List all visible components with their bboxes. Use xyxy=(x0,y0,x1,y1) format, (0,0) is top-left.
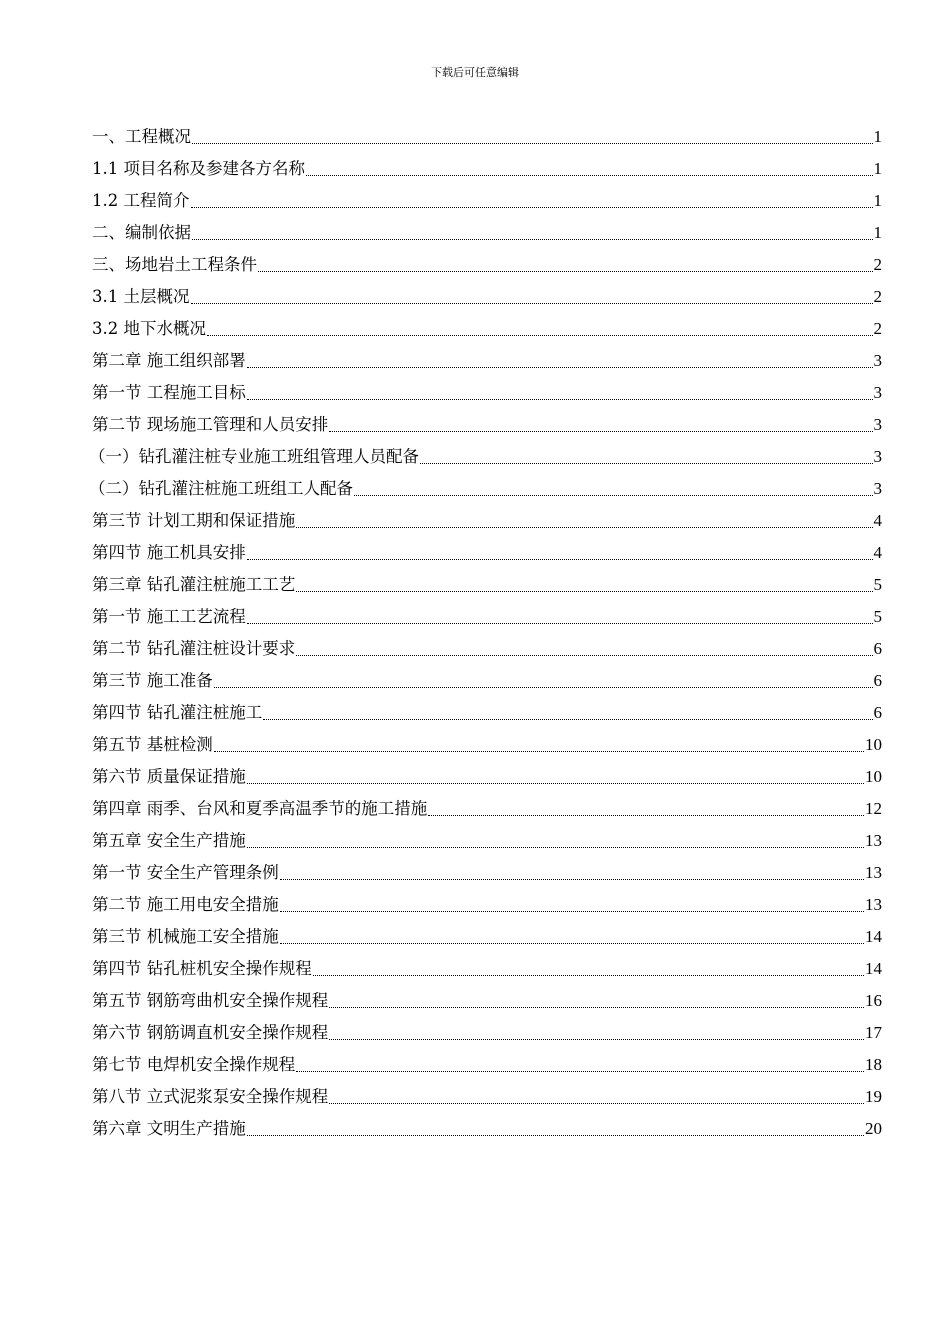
toc-entry[interactable] xyxy=(92,823,882,855)
toc-entry[interactable] xyxy=(92,599,882,631)
toc-entry[interactable] xyxy=(92,951,882,983)
toc-entry-title: （一）钻孔灌注桩专业施工班组管理人员配备 xyxy=(92,443,419,471)
toc-entry-title: 第一节 安全生产管理条例 xyxy=(92,859,279,887)
toc-entry-title: 第二节 钻孔灌注桩设计要求 xyxy=(92,635,295,663)
toc-entry-page-number: 1 xyxy=(873,159,882,178)
toc-entry-title: 第五节 基桩检测 xyxy=(92,731,213,759)
toc-dot-leader xyxy=(247,1135,864,1136)
toc-entry[interactable] xyxy=(92,1111,882,1143)
toc-dot-leader xyxy=(420,463,873,464)
toc-entry-page-number: 14 xyxy=(865,927,882,946)
toc-dot-leader xyxy=(207,335,873,336)
toc-entry[interactable] xyxy=(92,407,882,439)
toc-entry[interactable] xyxy=(92,375,882,407)
toc-dot-leader xyxy=(263,719,872,720)
toc-entry-title: 第六节 钢筋调直机安全操作规程 xyxy=(92,1019,328,1047)
toc-entry-title: 第一节 工程施工目标 xyxy=(92,379,246,407)
toc-entry-page-number: 2 xyxy=(873,319,882,338)
toc-entry-page-number: 5 xyxy=(873,607,882,626)
toc-entry-page-number: 10 xyxy=(865,767,882,786)
toc-dot-leader xyxy=(247,399,873,400)
toc-entry[interactable] xyxy=(92,535,882,567)
toc-entry-page-number: 14 xyxy=(865,959,882,978)
toc-dot-leader xyxy=(280,879,864,880)
toc-entry-title: 第六节 质量保证措施 xyxy=(92,763,246,791)
toc-entry-page-number: 12 xyxy=(865,799,882,818)
toc-entry[interactable] xyxy=(92,151,882,183)
toc-entry[interactable] xyxy=(92,183,882,215)
toc-entry-title: 第七节 电焊机安全操作规程 xyxy=(92,1051,295,1079)
toc-entry[interactable] xyxy=(92,1047,882,1079)
toc-dot-leader xyxy=(214,687,873,688)
toc-entry-page-number: 6 xyxy=(873,703,882,722)
toc-entry-page-number: 1 xyxy=(873,191,882,210)
toc-entry-page-number: 3 xyxy=(873,383,882,402)
toc-entry-title: 第三章 钻孔灌注桩施工工艺 xyxy=(92,571,295,599)
toc-entry-title: 一、工程概况 xyxy=(92,123,191,151)
toc-entry-title: 1.1 项目名称及参建各方名称 xyxy=(92,155,305,183)
toc-entry[interactable] xyxy=(92,503,882,535)
toc-entry-title: 1.2 工程简介 xyxy=(92,187,190,215)
toc-entry-title: 第四章 雨季、台风和夏季高温季节的施工措施 xyxy=(92,795,427,823)
toc-dot-leader xyxy=(329,1103,864,1104)
toc-entry-page-number: 4 xyxy=(873,543,882,562)
toc-entry-page-number: 10 xyxy=(865,735,882,754)
toc-entry[interactable] xyxy=(92,279,882,311)
toc-entry-title: 第四节 钻孔灌注桩施工 xyxy=(92,699,262,727)
toc-entry-title: 第八节 立式泥浆泵安全操作规程 xyxy=(92,1083,328,1111)
toc-entry-title: 第一节 施工工艺流程 xyxy=(92,603,246,631)
toc-entry[interactable] xyxy=(92,727,882,759)
toc-dot-leader xyxy=(296,655,872,656)
toc-dot-leader xyxy=(329,1039,864,1040)
toc-dot-leader xyxy=(296,1071,864,1072)
toc-entry-page-number: 13 xyxy=(865,863,882,882)
toc-entry-title: 3.1 土层概况 xyxy=(92,283,190,311)
toc-entry-page-number: 6 xyxy=(873,639,882,658)
toc-dot-leader xyxy=(313,975,864,976)
toc-entry[interactable] xyxy=(89,439,882,471)
toc-entry-title: （二）钻孔灌注桩施工班组工人配备 xyxy=(92,475,353,503)
toc-dot-leader xyxy=(280,943,864,944)
toc-entry-page-number: 3 xyxy=(873,415,882,434)
toc-dot-leader xyxy=(428,815,864,816)
toc-entry-page-number: 3 xyxy=(873,447,882,466)
toc-entry-title: 第三节 计划工期和保证措施 xyxy=(92,507,295,535)
toc-entry-page-number: 3 xyxy=(873,351,882,370)
toc-entry[interactable] xyxy=(92,1015,882,1047)
toc-entry-title: 第三节 机械施工安全措施 xyxy=(92,923,279,951)
toc-dot-leader xyxy=(191,303,873,304)
toc-entry-title: 第四节 施工机具安排 xyxy=(92,539,246,567)
toc-entry[interactable] xyxy=(92,1079,882,1111)
toc-entry-title: 二、编制依据 xyxy=(92,219,191,247)
toc-dot-leader xyxy=(192,239,873,240)
table-of-contents xyxy=(89,119,882,1143)
toc-entry-page-number: 18 xyxy=(865,1055,882,1074)
toc-entry-page-number: 5 xyxy=(873,575,882,594)
toc-entry-page-number: 13 xyxy=(865,831,882,850)
toc-dot-leader xyxy=(296,591,872,592)
toc-dot-leader xyxy=(329,1007,864,1008)
toc-dot-leader xyxy=(191,207,873,208)
toc-entry[interactable] xyxy=(92,887,882,919)
toc-entry-page-number: 1 xyxy=(873,127,882,146)
toc-entry-page-number: 3 xyxy=(873,479,882,498)
toc-entry[interactable] xyxy=(92,247,882,279)
toc-entry[interactable] xyxy=(92,663,882,695)
toc-dot-leader xyxy=(214,751,864,752)
toc-dot-leader xyxy=(280,911,864,912)
toc-entry-title: 第二节 施工用电安全措施 xyxy=(92,891,279,919)
toc-entry[interactable] xyxy=(92,567,882,599)
toc-entry-page-number: 19 xyxy=(865,1087,882,1106)
toc-entry-page-number: 4 xyxy=(873,511,882,530)
toc-entry[interactable] xyxy=(89,471,882,503)
toc-entry-page-number: 1 xyxy=(873,223,882,242)
toc-dot-leader xyxy=(329,431,872,432)
toc-entry[interactable] xyxy=(92,215,882,247)
toc-entry-title: 第四节 钻孔桩机安全操作规程 xyxy=(92,955,312,983)
toc-dot-leader xyxy=(296,527,872,528)
toc-entry[interactable] xyxy=(92,919,882,951)
toc-entry-title: 第六章 文明生产措施 xyxy=(92,1115,246,1143)
toc-dot-leader xyxy=(354,495,873,496)
toc-entry-page-number: 2 xyxy=(873,255,882,274)
toc-entry-title: 第三节 施工准备 xyxy=(92,667,213,695)
toc-dot-leader xyxy=(247,367,873,368)
toc-dot-leader xyxy=(258,271,873,272)
toc-entry-page-number: 17 xyxy=(865,1023,882,1042)
toc-dot-leader xyxy=(306,175,873,176)
toc-entry-page-number: 16 xyxy=(865,991,882,1010)
toc-dot-leader xyxy=(247,623,873,624)
toc-entry[interactable] xyxy=(92,119,882,151)
toc-entry[interactable] xyxy=(92,791,882,823)
toc-entry-title: 三、场地岩土工程条件 xyxy=(92,251,257,279)
toc-entry-title: 3.2 地下水概况 xyxy=(92,315,206,343)
page-header: 下载后可任意编辑 xyxy=(431,66,519,79)
toc-entry-page-number: 13 xyxy=(865,895,882,914)
toc-entry-title: 第二章 施工组织部署 xyxy=(92,347,246,375)
toc-dot-leader xyxy=(247,559,873,560)
toc-entry-page-number: 6 xyxy=(873,671,882,690)
toc-dot-leader xyxy=(247,783,864,784)
toc-entry[interactable] xyxy=(92,983,882,1015)
toc-entry[interactable] xyxy=(92,695,882,727)
toc-entry-title: 第五章 安全生产措施 xyxy=(92,827,246,855)
toc-entry[interactable] xyxy=(92,311,882,343)
toc-dot-leader xyxy=(247,847,864,848)
toc-entry-title: 第二节 现场施工管理和人员安排 xyxy=(92,411,328,439)
toc-entry[interactable] xyxy=(92,631,882,663)
toc-entry-page-number: 20 xyxy=(865,1119,882,1138)
toc-entry[interactable] xyxy=(92,759,882,791)
toc-dot-leader xyxy=(192,143,873,144)
toc-entry-title: 第五节 钢筋弯曲机安全操作规程 xyxy=(92,987,328,1015)
toc-entry[interactable] xyxy=(92,855,882,887)
toc-entry[interactable] xyxy=(92,343,882,375)
toc-entry-page-number: 2 xyxy=(873,287,882,306)
